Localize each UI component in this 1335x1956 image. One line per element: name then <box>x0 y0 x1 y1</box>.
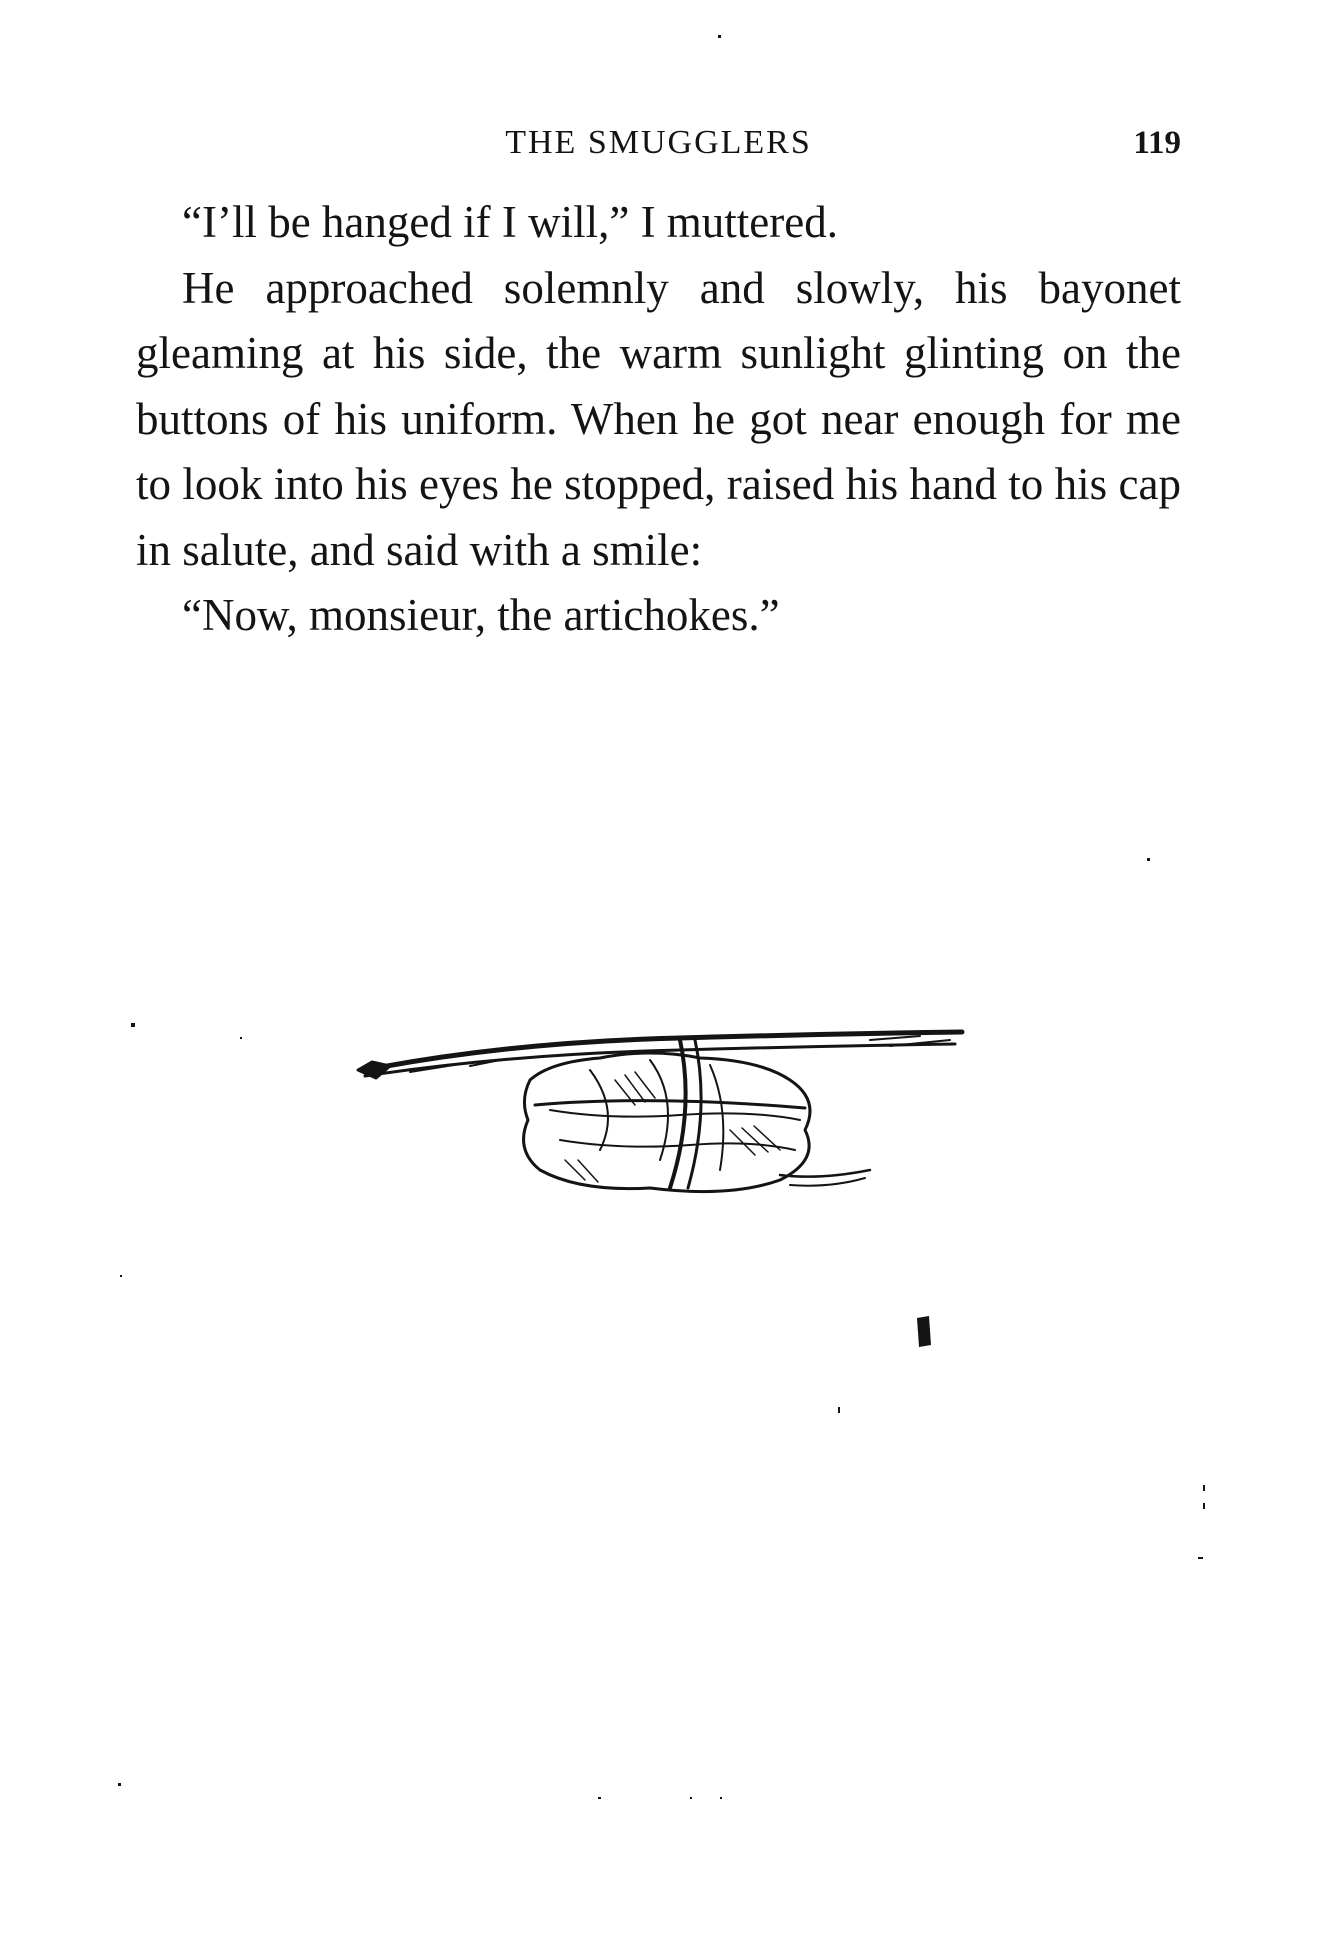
running-title: THE SMUGGLERS <box>505 124 812 161</box>
body-text <box>136 190 1181 649</box>
running-head <box>136 118 1181 168</box>
page-number: 119 <box>1133 125 1181 161</box>
paragraph: “I’ll be hanged if I will,” I muttered. <box>182 197 838 247</box>
paragraph: He approached solemnly and slowly, his bayonet gleaming at his side, the warm sunlight glinting on the buttons of his uniform. When he got near enough for me to look into his eyes he stopped, raised his hand to his cap in salute, and said with a smile: <box>136 262 1181 575</box>
bundle-on-stick-illustration <box>350 1010 970 1210</box>
paragraph: “Now, monsieur, the artichokes.” <box>182 590 780 640</box>
